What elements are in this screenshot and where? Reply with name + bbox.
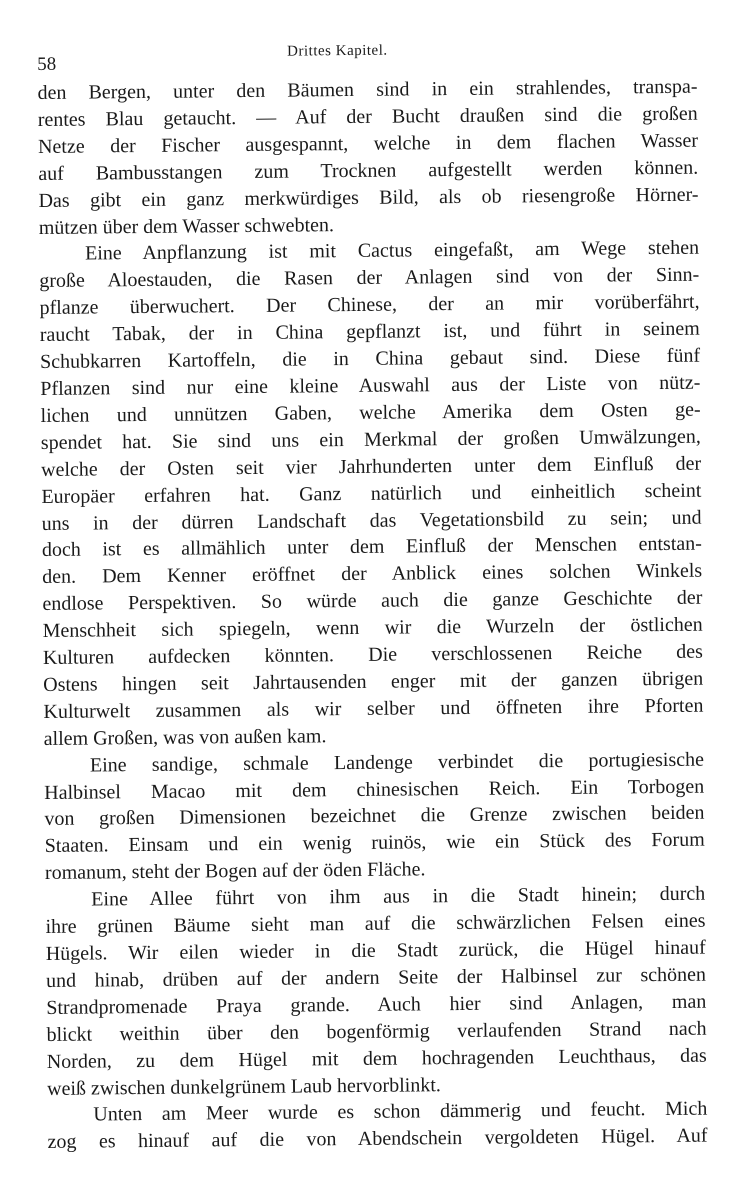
text-line: romanum, steht der Bogen auf der öden Fläche. xyxy=(44,858,426,885)
text-line: uns in der dürren Landschaft das Vegetationsbild zu sein; und xyxy=(41,506,702,535)
text-line: auf Bambusstangen zum Trocknen aufgestellt werden können. xyxy=(38,156,699,185)
page-header xyxy=(37,34,697,80)
text-line: Kulturen aufdecken könnten. Die verschlossenen Reiche des xyxy=(42,640,704,670)
text-line: Eine Anpflanzung ist mit Cactus eingefaßt, am Wege stehen xyxy=(84,237,700,265)
running-head: Drittes Kapitel. xyxy=(287,42,388,60)
text-line: Ostens hingen seit Jahrtausenden enger mit der ganzen übrigen xyxy=(43,667,704,696)
text-line: Unten am Meer wurde es schon dämmerig und feucht. Mich xyxy=(93,1098,708,1126)
text-line: den. Dem Kenner eröffnet der Anblick eines solchen Winkels xyxy=(42,559,703,589)
text-line: zog es hinauf auf die von Abendschein vergoldeten Hügel. Auf xyxy=(47,1124,708,1154)
text-line: von großen Dimensionen bezeichnet die Grenze zwischen beiden xyxy=(44,802,705,831)
text-line: Pflanzen sind nur eine kleine Auswahl aus der Liste von nütz- xyxy=(40,371,701,400)
text-line: Menschheit sich spiegeln, wenn wir die Wurzeln der östlichen xyxy=(42,613,703,643)
text-line: und hinab, drüben auf der andern Seite der Halbinsel zur schönen xyxy=(45,963,707,992)
page-number: 58 xyxy=(37,53,57,75)
text-line: Schubkarren Kartoffeln, die in China gebaut sind. Diese fünf xyxy=(39,344,701,374)
text-line: Das gibt ein ganz merkwürdiges Bild, als ob riesengroße Hörner- xyxy=(38,183,699,212)
book-page xyxy=(37,34,708,1157)
text-line: weiß zwischen dunkelgrünem Laub hervorblinkt. xyxy=(46,1073,441,1100)
text-line: Hügels. Wir eilen wieder in die Stadt zurück, die Hügel hinauf xyxy=(45,936,706,965)
text-line: Halbinsel Macao mit dem chinesischen Reich. Ein Torbogen xyxy=(44,775,705,804)
text-line: ihre grünen Bäume sieht man auf die schwärzlichen Felsen eines xyxy=(45,909,706,939)
text-line: rentes Blau getaucht. — Auf der Bucht draußen sind die großen xyxy=(37,102,698,131)
text-line: Kulturwelt zusammen als wir selber und öffneten ihre Pforten xyxy=(43,694,704,723)
text-line: lichen und unnützen Gaben, welche Amerika dem Osten ge- xyxy=(40,398,701,427)
text-line: große Aloestauden, die Rasen der Anlagen sind von der Sinn- xyxy=(39,263,700,293)
text-line: pflanze überwuchert. Der Chinese, der an mir vorüberfährt, xyxy=(39,290,700,320)
text-line: spendet hat. Sie sind uns ein Merkmal der großen Umwälzungen, xyxy=(40,425,701,454)
text-line: den Bergen, unter den Bäumen sind in ein strahlendes, transpa- xyxy=(37,75,698,104)
text-line: welche der Osten seit vier Jahrhunderten unter dem Einfluß der xyxy=(41,452,702,481)
text-line: blickt weithin über den bogenförmig verlaufenden Strand nach xyxy=(46,1017,707,1046)
text-line: doch ist es allmählich unter dem Einfluß der Menschen entstan- xyxy=(41,533,702,562)
text-line: mützen über dem Wasser schwebten. xyxy=(38,213,335,239)
text-line: endlose Perspektiven. So würde auch die ganze Geschichte der xyxy=(42,586,703,616)
text-line: raucht Tabak, der in China gepflanzt ist, und führt in seinem xyxy=(39,317,700,347)
text-line: Eine sandige, schmale Landenge verbindet die portugiesische xyxy=(89,748,705,777)
text-line: Eine Allee führt von ihm aus in die Stadt hinein; durch xyxy=(91,882,706,911)
text-line: Europäer erfahren hat. Ganz natürlich und einheitlich scheint xyxy=(41,479,702,508)
text-line: Strandpromenade Praya grande. Auch hier sind Anlagen, man xyxy=(46,990,707,1019)
text-line: Norden, zu dem Hügel mit dem hochragenden Leuchthaus, das xyxy=(46,1044,707,1073)
text-line: Staaten. Einsam und ein wenig ruinös, wie ein Stück des Forum xyxy=(44,829,705,858)
body-text xyxy=(37,74,707,1157)
text-line: allem Großen, was von außen kam. xyxy=(43,725,327,750)
text-line: Netze der Fischer ausgespannt, welche in dem flachen Wasser xyxy=(37,129,699,158)
